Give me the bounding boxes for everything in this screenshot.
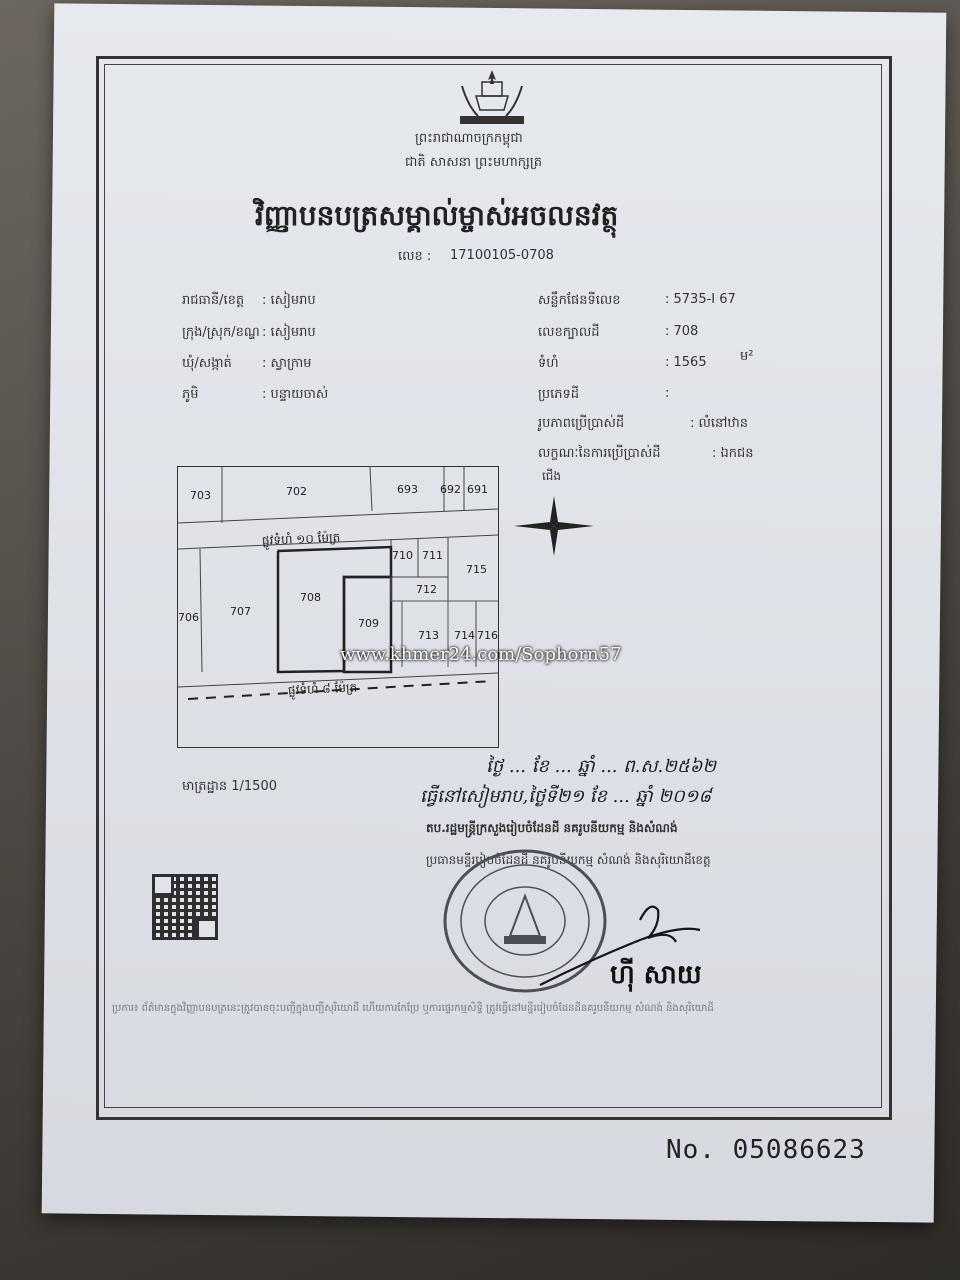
field-area-value: : 1565 — [665, 355, 707, 370]
serial-number: No. 05086623 — [666, 1135, 866, 1165]
field-land-type-label: ប្រភេទដី — [538, 387, 580, 402]
fine-print-notes: ប្រការ៖ ព័ត៌មានក្នុងវិញ្ញាបនបត្រនេះត្រូវបានចុះបញ្ជីក្នុងបញ្ជីសុរិយោដី ហើយការកែប្រែ ឬការផ្ទេរកម្មសិទ្ធិ ត្រូវធ្វើនៅមន្ទីររៀបចំដែនដីនគរូបនីយកម្ម សំណង់ និងសុរិយោដី — [112, 1003, 714, 1014]
road-label-bottom: ផ្លូវទំហំ ៨ ម៉ែត្រ — [287, 680, 358, 698]
number-label: លេខ : — [398, 249, 432, 264]
field-village-label: ភូមិ — [182, 387, 199, 402]
lot-711: 711 — [422, 549, 443, 562]
road-label-top: ផ្លូវទំហំ ១០ ម៉ែត្រ — [261, 530, 341, 548]
field-province-label: រាជធានី/ខេត្ត — [182, 293, 245, 308]
lot-708: 708 — [300, 591, 321, 604]
lot-712: 712 — [416, 583, 437, 596]
north-arrow-icon — [514, 496, 594, 556]
field-map-sheet-value: : 5735-I 67 — [665, 292, 736, 307]
north-label: ជើង — [542, 469, 562, 483]
lot-693: 693 — [397, 483, 418, 496]
field-area-unit: ម² — [740, 349, 754, 364]
kingdom-line: ព្រះរាជាណាចក្រកម្ពុជា — [415, 131, 523, 146]
certificate-title: វិញ្ញាបនបត្រសម្គាល់ម្ចាស់អចលនវត្ថុ — [255, 199, 619, 232]
lot-710: 710 — [392, 549, 413, 562]
field-land-type-value: : — [665, 386, 670, 401]
lot-702: 702 — [286, 485, 307, 498]
field-ownership-label: លក្ខណៈនៃការប្រើប្រាស់ដី — [538, 446, 661, 461]
field-land-use-label: រូបភាពប្រើប្រាស់ដី — [538, 416, 625, 431]
lot-713: 713 — [418, 629, 439, 642]
date-line-lunar: ថ្ងៃ ... ខែ ... ឆ្នាំ ... ព.ស.២៥៦២ — [486, 756, 716, 777]
signer-name: ហ៊ី សាយ — [610, 960, 702, 990]
lot-692: 692 — [440, 483, 461, 496]
field-ownership-value: : ឯកជន — [712, 446, 754, 461]
lot-706: 706 — [178, 611, 199, 624]
watermark-text: www.khmer24.com/Sophorn57 — [340, 644, 622, 665]
field-land-use-value: : លំនៅឋាន — [690, 416, 749, 431]
field-province-value: : សៀមរាប — [262, 293, 316, 308]
lot-709: 709 — [358, 617, 379, 630]
parcel-lines — [178, 467, 498, 747]
field-district-label: ក្រុង/ស្រុក/ខណ្ឌ — [182, 325, 260, 340]
date-line-issued: ធ្វើនៅសៀមរាប,ថ្ងៃទី២១ ខែ ... ឆ្នាំ ២០១៨ — [420, 786, 712, 807]
lot-691: 691 — [467, 483, 488, 496]
field-map-sheet-label: សន្លឹកផែនទីលេខ — [538, 293, 621, 308]
motto-line: ជាតិ សាសនា ព្រះមហាក្សត្រ — [405, 155, 542, 170]
field-parcel-value: : 708 — [665, 324, 699, 339]
field-parcel-label: លេខក្បាលដី — [538, 325, 600, 340]
field-commune-label: ឃុំ/សង្កាត់ — [182, 356, 232, 371]
map-scale: មាត្រដ្ឋាន 1/1500 — [182, 779, 277, 794]
lot-707: 707 — [230, 605, 251, 618]
authority-line-2: ប្រធានមន្ទីររៀបចំដែនដី នគរូបនីយកម្ម សំណង់ និងសុរិយោដីខេត្ត — [426, 853, 711, 867]
lot-716: 716 — [477, 629, 498, 642]
qr-code-icon — [152, 874, 218, 940]
cadastral-map — [177, 466, 499, 748]
field-district-value: : សៀមរាប — [262, 325, 316, 340]
royal-emblem-icon — [452, 66, 532, 128]
lot-714: 714 — [454, 629, 475, 642]
lot-703: 703 — [190, 489, 211, 502]
field-commune-value: : ស្វាក្រាម — [262, 356, 312, 371]
lot-715: 715 — [466, 563, 487, 576]
field-village-value: : បន្ទាយចាស់ — [262, 387, 329, 402]
certificate-number: 17100105-0708 — [450, 248, 554, 263]
field-area-label: ទំហំ — [538, 356, 559, 371]
authority-line-1: តប.រដ្ឋមន្ត្រីក្រសួងរៀបចំដែនដី នគរូបនីយកម្ម និងសំណង់ — [426, 821, 678, 835]
